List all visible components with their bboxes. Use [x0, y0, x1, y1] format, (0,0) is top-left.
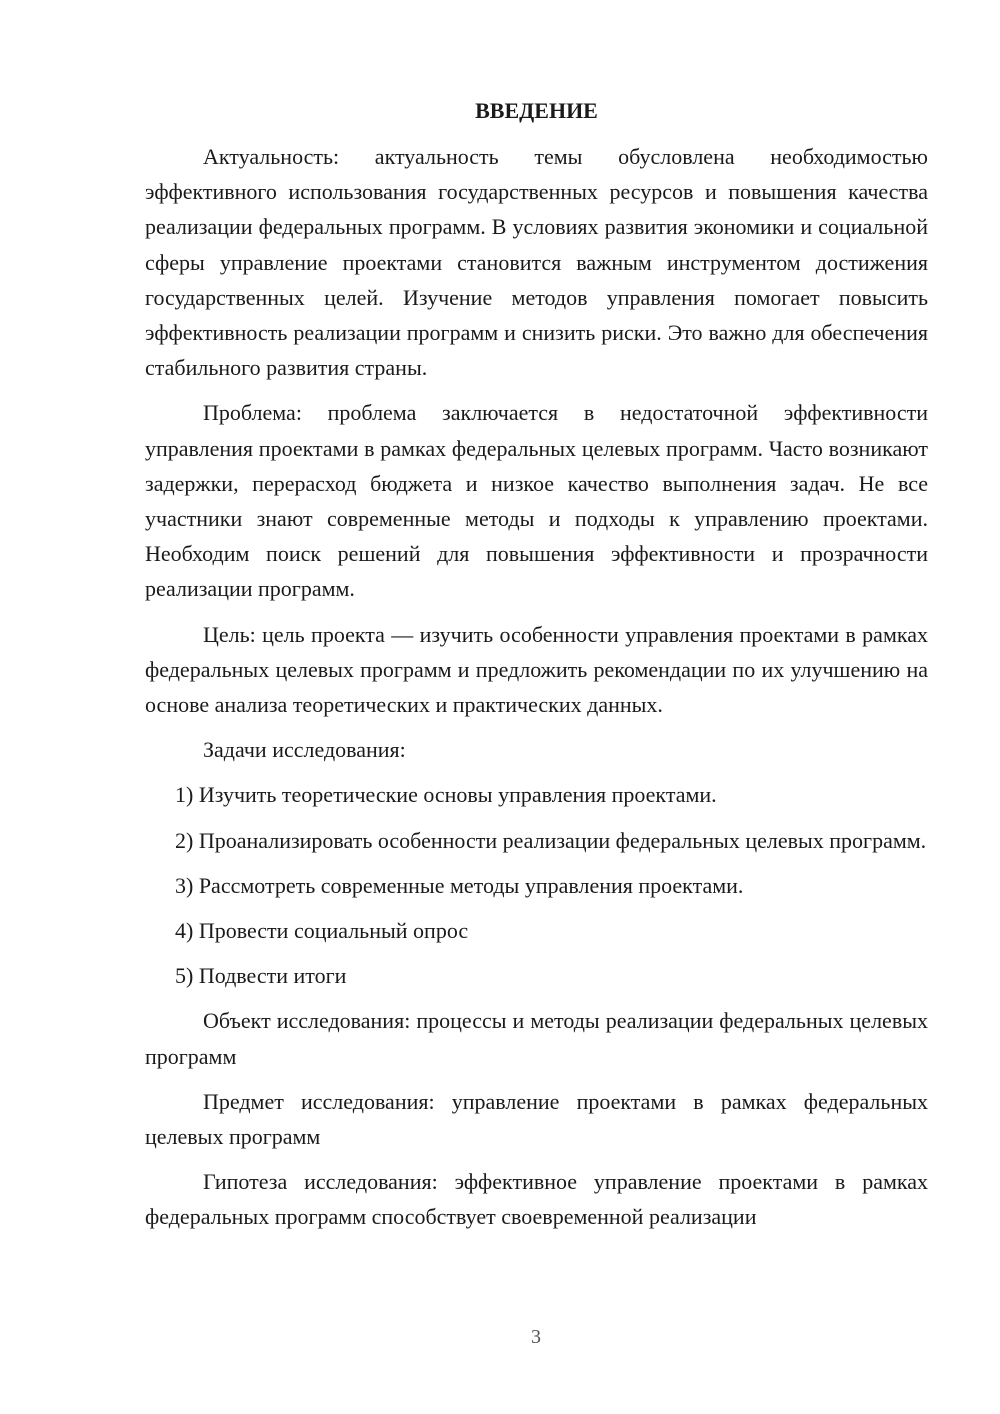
page-body	[145, 96, 928, 1245]
task-item-2: 2) Проанализировать особенности реализации федеральных целевых программ.	[175, 827, 927, 853]
page-number: 3	[531, 1326, 541, 1348]
task-item-4: 4) Провести социальный опрос	[175, 918, 469, 944]
task-item-1: 1) Изучить теоретические основы управления проектами.	[175, 782, 717, 808]
paragraph-subject: Предмет исследования: управление проектами в рамках федеральных целевых программ	[145, 1088, 928, 1150]
paragraph-relevance: Актуальность: актуальность темы обусловлена необходимостью эффективного использования государственных ресурсов и повышения качества реализации федеральных программ. В условиях развития экономики и социальной сферы управление проектами становится важным инструментом достижения государственных целей. Изучение методов управления помогает повысить эффективность реализации программ и снизить риски. Это важно для обеспечения стабильного развития страны.	[145, 144, 928, 381]
paragraph-object: Объект исследования: процессы и методы реализации федеральных целевых программ	[145, 1008, 928, 1069]
page-title: ВВЕДЕНИЕ	[475, 98, 598, 123]
paragraph-goal: Цель: цель проекта — изучить особенности управления проектами в рамках федеральных целевых программ и предложить рекомендации по их улучшению на основе анализа теоретических и практических данных.	[145, 621, 928, 718]
task-item-5: 5) Подвести итоги	[175, 963, 347, 989]
paragraph-hypothesis: Гипотеза исследования: эффективное управление проектами в рамках федеральных программ способствует своевременной реализации	[145, 1169, 928, 1230]
task-item-3: 3) Рассмотреть современные методы управления проектами.	[175, 872, 744, 898]
paragraph-problem: Проблема: проблема заключается в недостаточной эффективности управления проектами в рамках федеральных целевых программ. Часто возникают задержки, перерасход бюджета и низкое качество выполнения задач. Не все участники знают современные методы и подходы к управлению проектами. Необходим поиск решений для повышения эффективности и прозрачности реализации программ.	[145, 400, 928, 602]
tasks-intro: Задачи исследования:	[203, 737, 406, 763]
